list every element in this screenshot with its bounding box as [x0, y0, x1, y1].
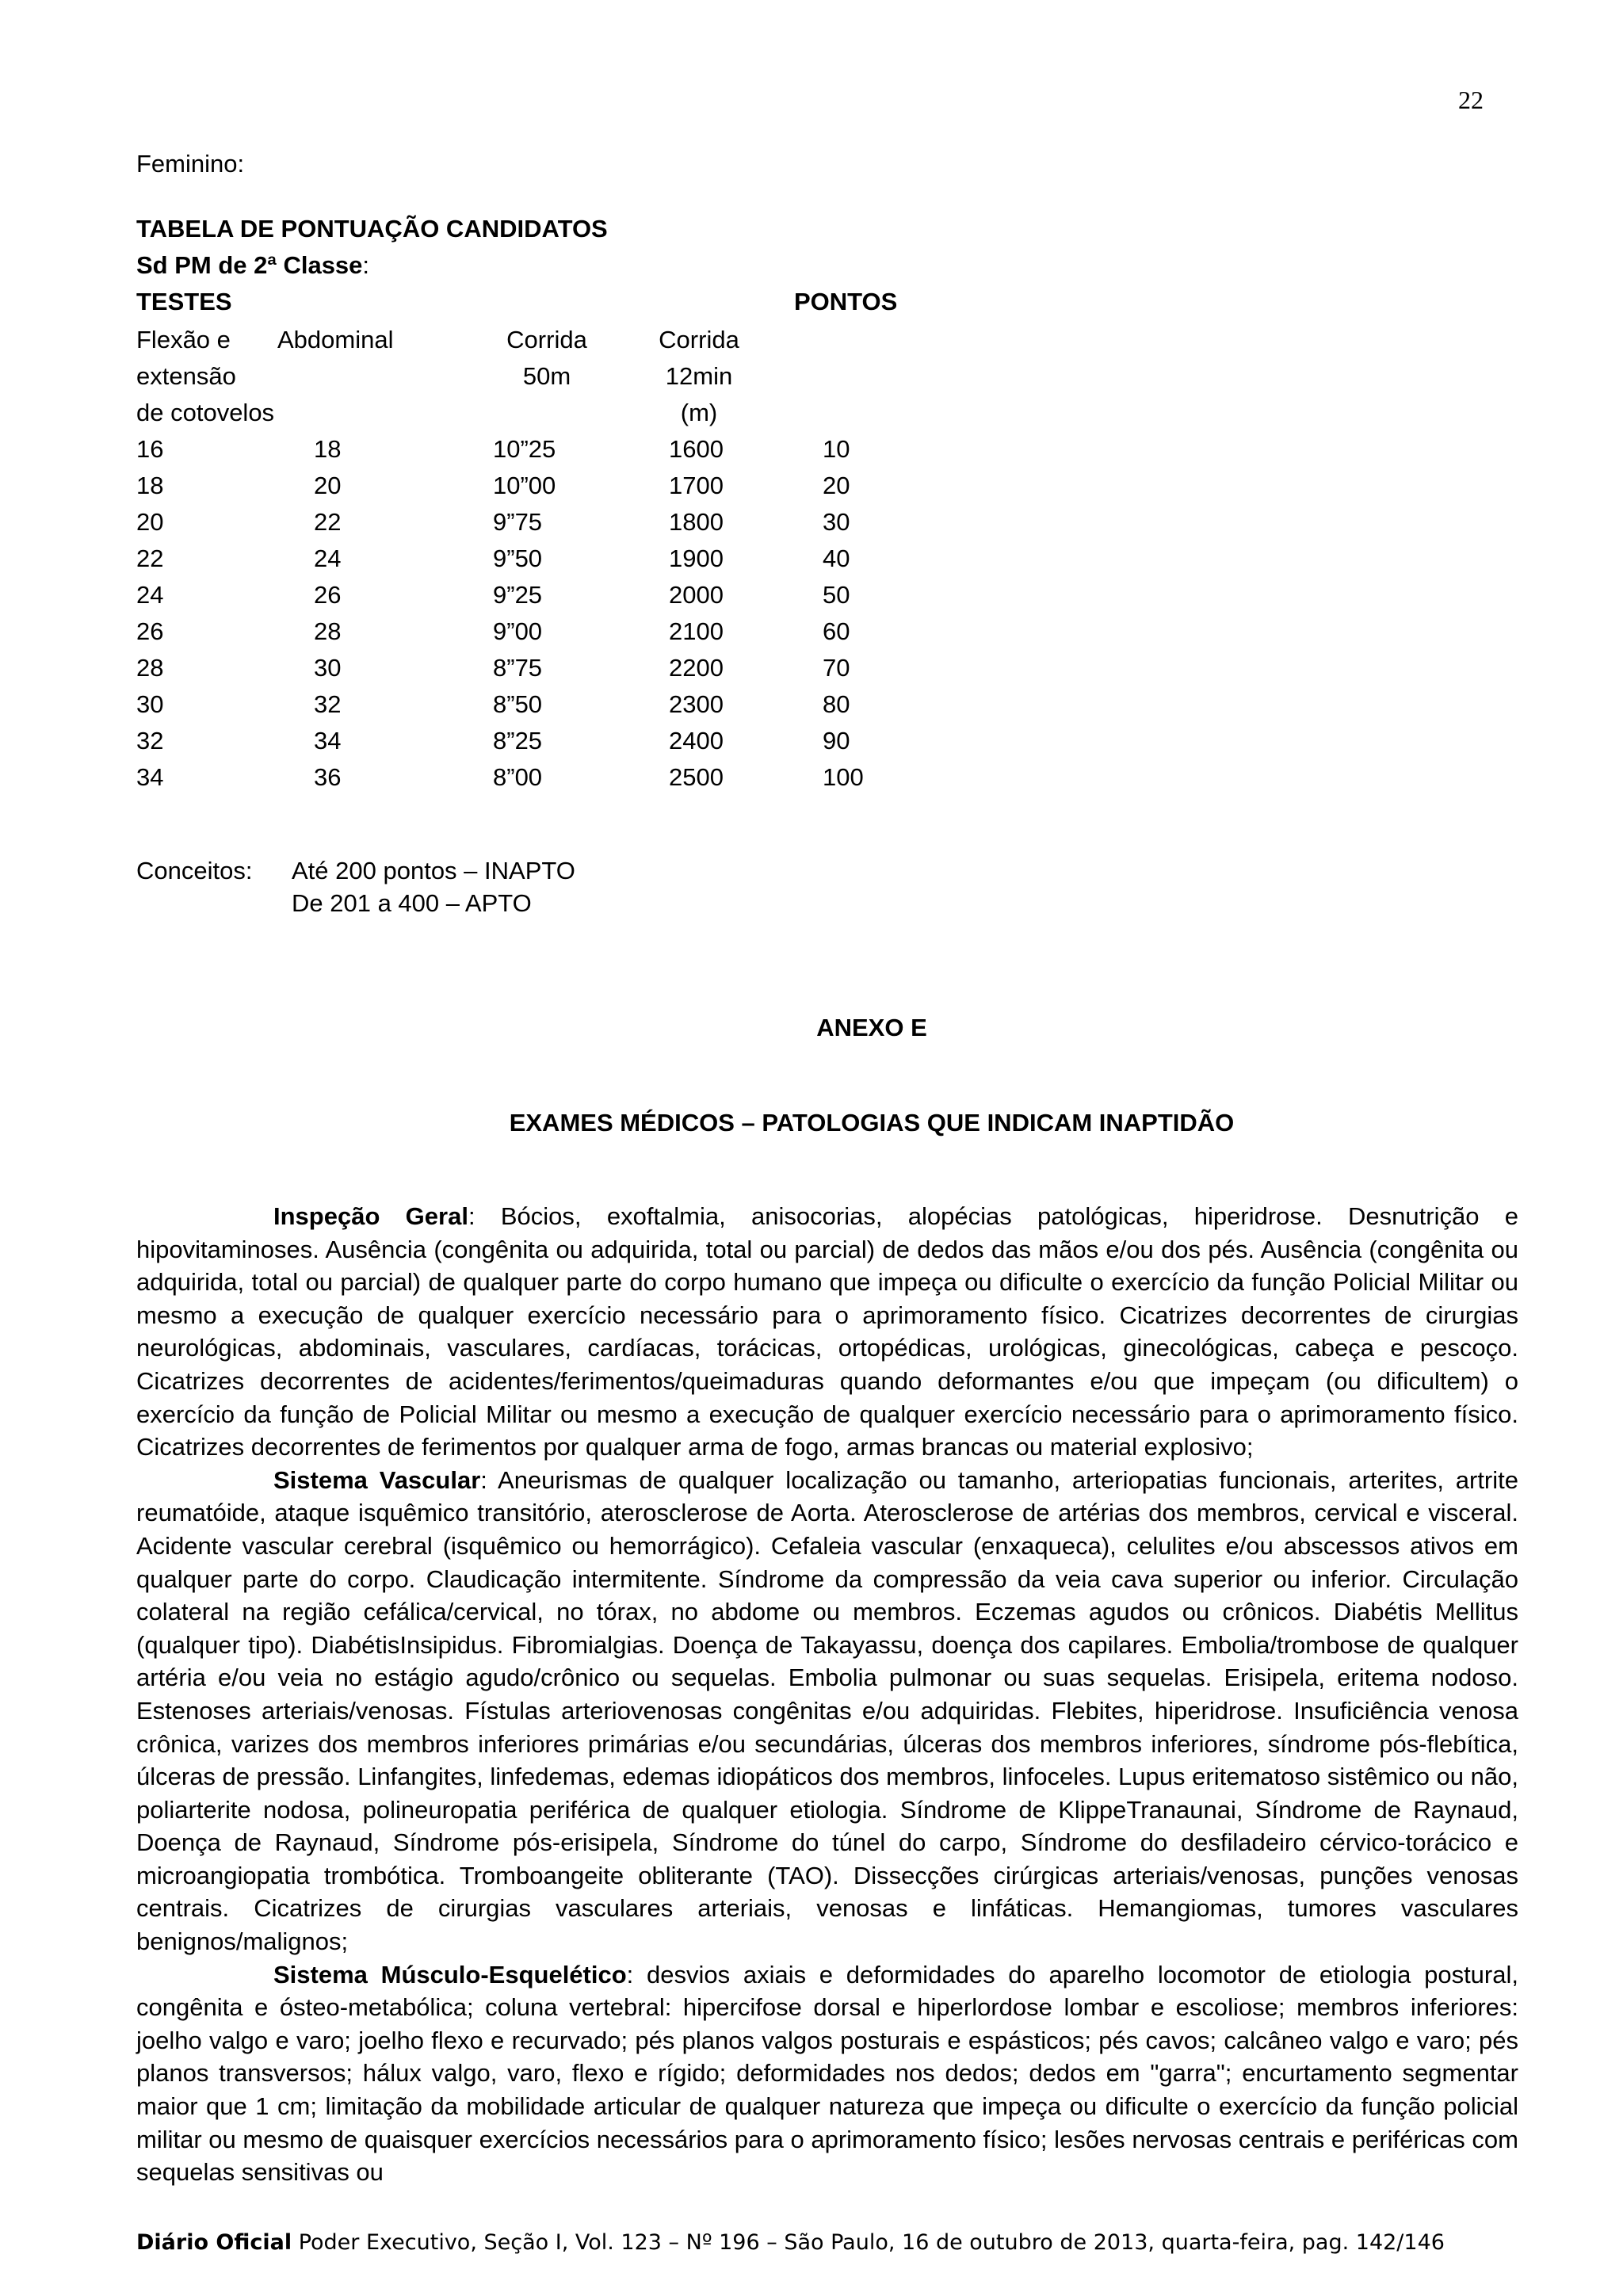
table-row: [136, 504, 929, 541]
cell-elbow-flexion: 22: [136, 544, 164, 572]
header-col3-line2: 50m: [522, 362, 571, 390]
header-col1-line1: Flexão e: [136, 326, 231, 353]
cell-run-50m: 8”25: [493, 727, 543, 755]
cell-run-50m: 9”75: [493, 508, 543, 536]
header-col1-line2: extensão: [136, 362, 236, 390]
exam-title: EXAMES MÉDICOS – PATOLOGIAS QUE INDICAM INAPTIDÃO: [509, 1109, 1235, 1137]
cell-abdominal: 30: [314, 654, 342, 682]
cell-abdominal: 32: [314, 690, 342, 718]
cell-elbow-flexion: 18: [136, 472, 164, 499]
page-footer: [136, 2230, 1518, 2255]
tests-label: TESTES: [136, 288, 232, 315]
cell-run-12min: 2200: [669, 654, 724, 682]
header-col2-line1: Abdominal: [277, 326, 394, 353]
header-col1-line3: de cotovelos: [136, 399, 275, 426]
cell-run-50m: 10”00: [493, 472, 556, 499]
header-col4-line2: 12min: [665, 362, 733, 390]
section-heading: Inspeção Geral: [273, 1202, 468, 1230]
cell-abdominal: 20: [314, 472, 342, 499]
cell-run-50m: 10”25: [493, 435, 556, 463]
concept-line-2: De 201 a 400 – APTO: [292, 889, 532, 917]
header-col4-line1: Corrida: [659, 326, 739, 353]
cell-abdominal: 26: [314, 581, 342, 609]
table-title: TABELA DE PONTUAÇÃO CANDIDATOS: [136, 215, 608, 243]
table-row: [136, 431, 929, 468]
table-subtitle-colon: :: [362, 251, 370, 279]
cell-abdominal: 34: [314, 727, 342, 755]
gender-label: Feminino:: [136, 150, 245, 178]
footer-journal: Diário Oficial: [136, 2230, 292, 2255]
section-musculoskeletal-system: [136, 1958, 1518, 2189]
cell-abdominal: 36: [314, 763, 342, 791]
cell-run-12min: 2000: [669, 581, 724, 609]
table-subtitle: [136, 247, 369, 284]
exam-body: [136, 1200, 1518, 2189]
cell-abdominal: 18: [314, 435, 342, 463]
cell-run-50m: 8”00: [493, 763, 543, 791]
concept-line-1: Até 200 pontos – INAPTO: [292, 857, 575, 884]
table-header-row-1: [136, 322, 929, 358]
table-row: [136, 577, 929, 613]
cell-run-50m: 9”00: [493, 617, 543, 645]
cell-points: 70: [823, 654, 850, 682]
cell-run-12min: 1800: [669, 508, 724, 536]
cell-points: 80: [823, 690, 850, 718]
cell-run-50m: 9”25: [493, 581, 543, 609]
annex-title: ANEXO E: [816, 1014, 927, 1041]
cell-elbow-flexion: 30: [136, 690, 164, 718]
cell-elbow-flexion: 24: [136, 581, 164, 609]
cell-elbow-flexion: 20: [136, 508, 164, 536]
cell-elbow-flexion: 16: [136, 435, 164, 463]
table-subtitle-text: Sd PM de 2ª Classe: [136, 251, 363, 279]
cell-points: 20: [823, 472, 850, 499]
section-vascular-system: [136, 1464, 1518, 1958]
cell-run-12min: 2300: [669, 690, 724, 718]
cell-run-12min: 2500: [669, 763, 724, 791]
points-label: PONTOS: [794, 288, 898, 315]
header-col4-line3: (m): [680, 399, 718, 426]
concepts-label: Conceitos:: [136, 857, 253, 884]
cell-run-12min: 2400: [669, 727, 724, 755]
table-row: [136, 613, 929, 650]
table-body: [136, 431, 929, 796]
section-text: : Aneurismas de qualquer localização ou tamanho, arteriopatias funcionais, arterites, artrite reumatóide, ataque isquêmico transitório, aterosclerose de Aorta. Aterosclerose de artérias dos membros, cervical e visceral. Acidente vascular cerebral (isquêmico ou hemorrágico). Cefaleia vascular (enxaqueca), celulites e/ou abscessos ativos em qualquer parte do corpo. Claudicação intermitente. Síndrome da compressão da veia cava superior ou inferior. Circulação colateral na região cefálica/cervical, no tórax, no abdome ou membros. Eczemas agudos ou crônicos. Diabétis Mellitus (qualquer tipo). DiabétisInsipidus. Fibromialgias. Doença de Takayassu, doença dos capilares. Embolia/trombose de qualquer artéria e/ou veia no estágio agudo/crônico ou sequelas. Embolia pulmonar ou suas sequelas. Erisipela, eritema nodoso. Estenoses arteriais/venosas. Fístulas arteriovenosas congênitas e/ou adquiridas. Flebites, hiperidrose. Insuficiência venosa crônica, varizes dos membros inferiores primárias e/ou secundárias, úlceras dos membros inferiores, síndrome pós-flebítica, úlceras de pressão. Linfangites, linfedemas, edemas idiopáticos dos membros, linfoceles. Lupus eritematoso sistêmico ou não, poliarterite nodosa, polineuropatia periférica de qualquer etiologia. Síndrome de KlippeTranaunai, Síndrome de Raynaud, Doença de Raynaud, Síndrome pós-erisipela, Síndrome do túnel do carpo, Síndrome do desfiladeiro cérvico-torácico e microangiopatia trombótica. Tromboangeite obliterante (TAO). Dissecções cirúrgicas arteriais/venosas, punções venosas centrais. Cicatrizes de cirurgias vasculares arteriais, venosas e linfáticas. Hemangiomas, tumores vasculares benignos/malignos;: [136, 1465, 1518, 1956]
table-header-row-2: [136, 358, 929, 395]
section-text: : Bócios, exoftalmia, anisocorias, alopécias patológicas, hiperidrose. Desnutrição e hipovitaminoses. Ausência (congênita ou adquirida, total ou parcial) de dedos das mãos e/ou dos pés. Ausência (congênita ou adquirida, total ou parcial) de qualquer parte do corpo humano que impeça ou dificulte o exercício da função Policial Militar ou mesmo a execução de qualquer exercício necessário para o aprimoramento físico. Cicatrizes decorrentes de cirurgias neurológicas, abdominais, vasculares, cardíacas, torácicas, ortopédicas, urológicas, ginecológicas, cabeça e pescoço. Cicatrizes decorrentes de acidentes/ferimentos/queimaduras quando deformantes e/ou que impeçam (ou dificultem) o exercício da função de Policial Militar ou mesmo a execução de qualquer exercício necessário para o aprimoramento físico. Cicatrizes decorrentes de ferimentos por qualquer arma de fogo, armas brancas ou material explosivo;: [136, 1202, 1518, 1461]
score-table: [136, 322, 929, 796]
cell-run-12min: 2100: [669, 617, 724, 645]
section-text: : desvios axiais e deformidades do aparelho locomotor de etiologia postural, congênita e ósteo-metabólica; coluna vertebral: hipercifose dorsal e hiperlordose lombar e escoliose; membros inferiores: joelho valgo e varo; joelho flexo e recurvado; pés planos valgos posturais e espásticos; pés cavos; calcâneo valgo e varo; pés planos transversos; hálux valgo, varo, flexo e rígido; deformidades nos dedos; dedos em "garra"; encurtamento segmentar maior que 1 cm; limitação da mobilidade articular de qualquer natureza que impeça ou dificulte o exercício da função policial militar ou mesmo de quaisquer exercícios necessários para o aprimoramento físico; lesões nervosas centrais e periféricas com sequelas sensitivas ou: [136, 1960, 1518, 2187]
table-header-row-3: [136, 395, 929, 431]
cell-points: 30: [823, 508, 850, 536]
cell-elbow-flexion: 26: [136, 617, 164, 645]
cell-run-50m: 8”75: [493, 654, 543, 682]
table-row: [136, 723, 929, 759]
cell-run-12min: 1700: [669, 472, 724, 499]
section-heading: Sistema Músculo-Esquelético: [273, 1960, 627, 1988]
section-general-inspection: [136, 1200, 1518, 1464]
cell-run-50m: 8”50: [493, 690, 543, 718]
table-row: [136, 541, 929, 577]
cell-points: 100: [823, 763, 864, 791]
table-row: [136, 468, 929, 504]
cell-points: 90: [823, 727, 850, 755]
page-number: 22: [1458, 86, 1484, 114]
cell-elbow-flexion: 34: [136, 763, 164, 791]
cell-elbow-flexion: 28: [136, 654, 164, 682]
cell-abdominal: 28: [314, 617, 342, 645]
table-row: [136, 686, 929, 723]
table-row: [136, 650, 929, 686]
footer-details: Poder Executivo, Seção I, Vol. 123 – Nº 196 – São Paulo, 16 de outubro de 2013, quarta-feira, pag. 142/146: [292, 2230, 1445, 2255]
cell-run-50m: 9”50: [493, 544, 543, 572]
cell-abdominal: 24: [314, 544, 342, 572]
cell-points: 50: [823, 581, 850, 609]
cell-points: 40: [823, 544, 850, 572]
cell-elbow-flexion: 32: [136, 727, 164, 755]
cell-run-12min: 1600: [669, 435, 724, 463]
table-row: [136, 759, 929, 796]
header-col3-line1: Corrida: [506, 326, 587, 353]
section-heading: Sistema Vascular: [273, 1465, 481, 1494]
cell-points: 10: [823, 435, 850, 463]
cell-abdominal: 22: [314, 508, 342, 536]
cell-run-12min: 1900: [669, 544, 724, 572]
cell-points: 60: [823, 617, 850, 645]
